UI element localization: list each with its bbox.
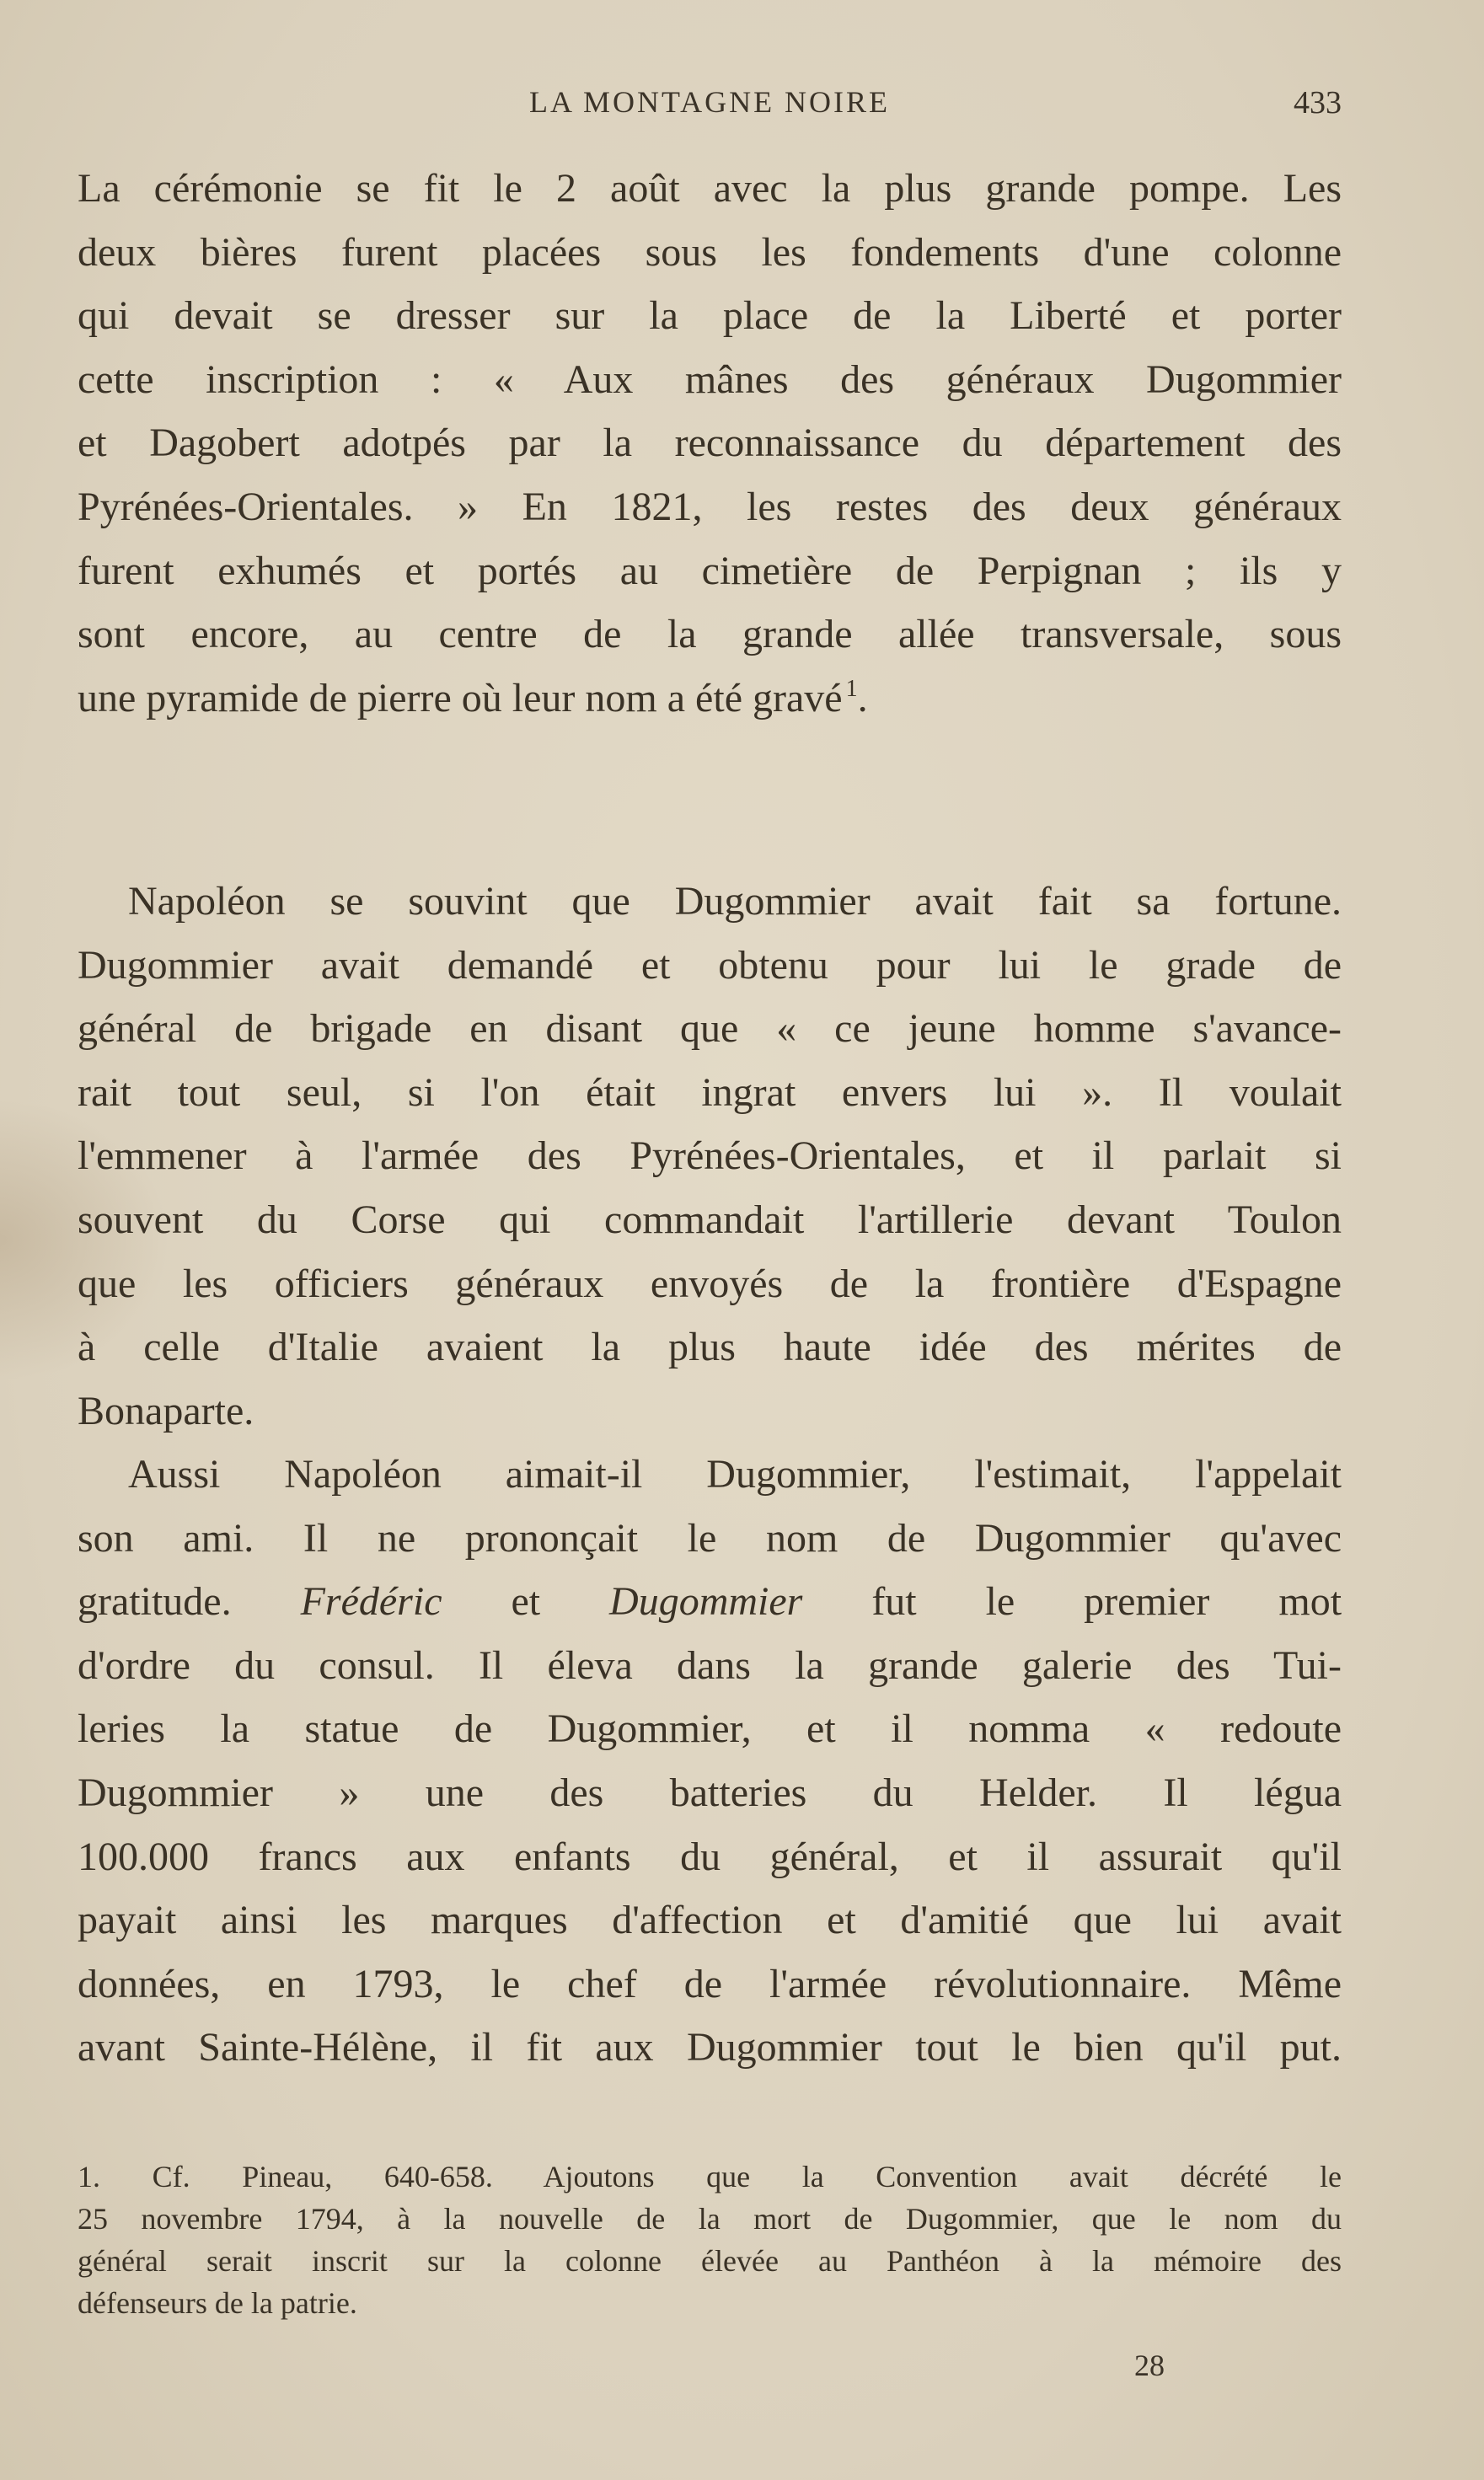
end-punctuation: . (857, 675, 868, 720)
text-line: Aussi Napoléon aimait-il Dugommier, l'estimait, l'appelait (128, 1452, 1342, 1497)
text-line: d'ordre du consul. Il éleva dans la grande galerie des Tui- (78, 1642, 1342, 1688)
page-header (78, 84, 1342, 131)
text-line: avant Sainte-Hélène, il fit aux Dugommier tout le bien qu'il put. (78, 2025, 1342, 2070)
text-line: son ami. Il ne prononçait le nom de Dugommier qu'avec (78, 1515, 1342, 1561)
footnote-line: 1. Cf. Pineau, 640-658. Ajoutons que la Convention avait décrété le (78, 2160, 1342, 2193)
text-line: qui devait se dresser sur la place de la Liberté et porter (78, 293, 1342, 339)
footnote-line: défenseurs de la patrie. (78, 2286, 357, 2320)
paragraph-3 (78, 1443, 1342, 2080)
text-line: et Dagobert adotpés par la reconnaissance du département des (78, 420, 1342, 466)
text-line: Pyrénées-Orientales. » En 1821, les restes des deux généraux (78, 484, 1342, 529)
paragraph-1 (78, 157, 1342, 730)
italic-name: Dugommier (609, 1579, 803, 1625)
text-line (78, 1570, 1342, 1634)
text-line: payait ainsi les marques d'affection et d'amitié que lui avait (78, 1898, 1342, 1943)
text-line: Bonaparte. (78, 1388, 254, 1433)
paragraph-2 (78, 870, 1342, 1443)
footnote-line: 25 novembre 1794, à la nouvelle de la mort de Dugommier, que le nom du (78, 2202, 1342, 2236)
text-line: Dugommier avait demandé et obtenu pour lui le grade de (78, 942, 1342, 988)
text-fragment: fut le premier mot (871, 1579, 1342, 1625)
text-line: 100.000 francs aux enfants du général, et il assurait qu'il (78, 1834, 1342, 1879)
page-number: 433 (1294, 85, 1342, 121)
text-line: cette inscription : « Aux mânes des généraux Dugommier (78, 356, 1342, 402)
footnote-reference: 1 (845, 675, 858, 702)
text-line: que les officiers généraux envoyés de la frontière d'Espagne (78, 1261, 1342, 1306)
text-line: sont encore, au centre de la grande allée transversale, sous (78, 612, 1342, 657)
italic-name: Frédéric (300, 1579, 442, 1625)
text-line: Dugommier » une des batteries du Helder. Il légua (78, 1770, 1342, 1815)
text-line: deux bières furent placées sous les fondements d'une colonne (78, 229, 1342, 275)
footnote-line: général serait inscrit sur la colonne élevée au Panthéon à la mémoire des (78, 2244, 1342, 2278)
text-line: l'emmener à l'armée des Pyrénées-Orientales, et il parlait si (78, 1133, 1342, 1179)
text-line-content: une pyramide de pierre où leur nom a été gravé (78, 675, 843, 720)
text-fragment: gratitude. (78, 1579, 232, 1625)
text-fragment: et (511, 1579, 541, 1625)
text-line: souvent du Corse qui commandait l'artillerie devant Toulon (78, 1197, 1342, 1242)
text-line: furent exhumés et portés au cimetière de Perpignan ; ils y (78, 548, 1342, 593)
text-line: données, en 1793, le chef de l'armée révolutionnaire. Même (78, 1961, 1342, 2006)
text-line: La cérémonie se fit le 2 août avec la plus grande pompe. Les (78, 166, 1342, 211)
signature-mark: 28 (1134, 2349, 1165, 2382)
text-line: général de brigade en disant que « ce jeune homme s'avance- (78, 1006, 1342, 1052)
text-line: leries la statue de Dugommier, et il nomma « redoute (78, 1706, 1342, 1752)
footnote (78, 2156, 1342, 2324)
text-line (78, 667, 1342, 731)
text-line: rait tout seul, si l'on était ingrat envers lui ». Il voulait (78, 1069, 1342, 1115)
text-line: à celle d'Italie avaient la plus haute idée des mérites de (78, 1325, 1342, 1370)
running-title: LA MONTAGNE NOIRE (528, 85, 891, 119)
text-line: Napoléon se souvint que Dugommier avait fait sa fortune. (128, 879, 1342, 924)
